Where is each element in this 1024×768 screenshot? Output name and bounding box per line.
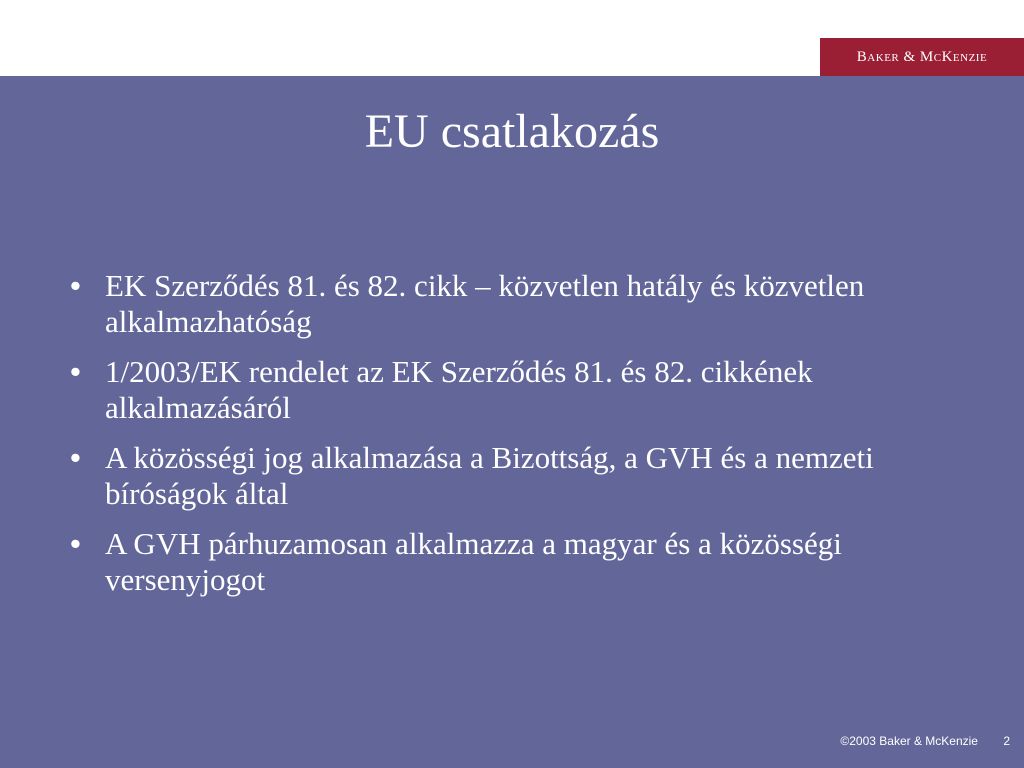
bullet-dot-icon: • [70,526,81,561]
bullet-item [62,440,942,512]
bullet-text: A GVH párhuzamosan alkalmazza a magyar és a közösségi versenyjogot [105,526,842,597]
logo-text-part1: Baker & Mc [856,48,942,65]
slide-title: EU csatlakozás [364,105,660,158]
bullet-dot-icon: • [70,440,81,475]
header-band [0,0,1024,76]
bullet-text: EK Szerződés 81. és 82. cikk – közvetlen hatály és közvetlen alkalmazhatóság [105,268,865,339]
baker-mckenzie-logo [819,38,1024,76]
bullet-dot-icon: • [70,268,81,303]
bullet-item [62,354,942,426]
bullet-item [62,268,942,340]
slide-footer [840,734,1010,748]
bullet-dot-icon: • [70,354,81,389]
logo-text-part2: Kenzie [941,48,988,65]
slide-content [0,76,1024,768]
bullet-text: 1/2003/EK rendelet az EK Szerződés 81. és 82. cikkének alkalmazásáról [105,354,813,425]
page-number: 2 [1003,734,1010,748]
bullet-list [62,268,942,612]
bullet-text: A közösségi jog alkalmazása a Bizottság, a GVH és a nemzeti bíróságok által [105,440,874,511]
footer-copyright: ©2003 Baker & McKenzie [840,734,978,748]
bullet-item [62,526,942,598]
